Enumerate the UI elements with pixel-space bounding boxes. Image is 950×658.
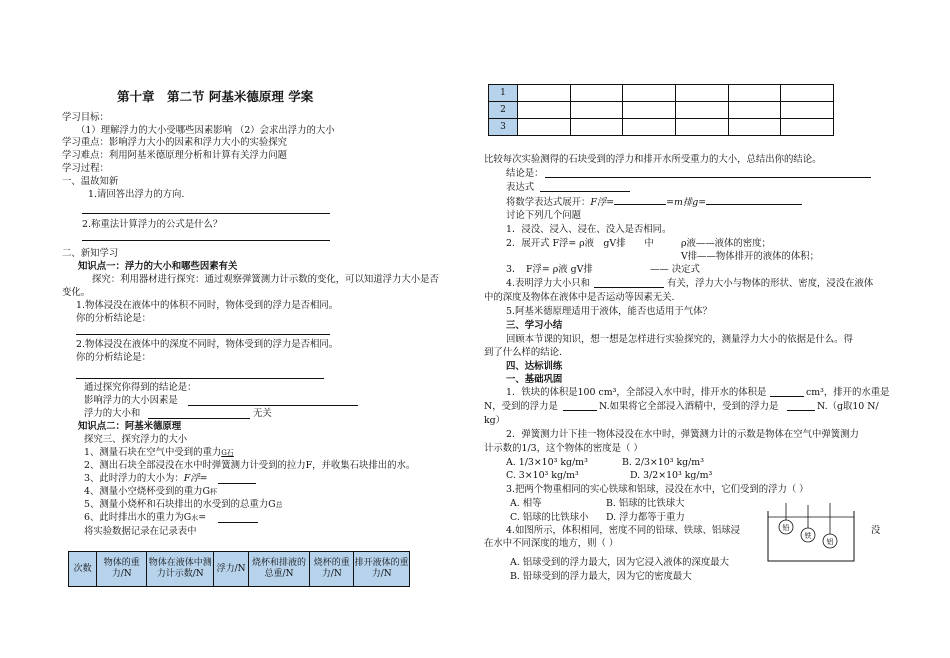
summary-text: 回顾本节课的知识，想一想是怎样进行实验探究的，测量浮力大小的依据是什么。得 <box>506 334 853 345</box>
problem-4-tail: 没 <box>871 525 881 536</box>
table-cell[interactable] <box>570 85 623 102</box>
table-cell[interactable] <box>518 102 571 119</box>
table-cell[interactable] <box>518 85 571 102</box>
blank-line[interactable] <box>563 410 597 411</box>
table-cell[interactable] <box>623 102 676 119</box>
blank-line[interactable] <box>787 410 815 411</box>
answer-line[interactable] <box>76 334 330 335</box>
step-5-text: 5、测量小烧杯和石块排出的水受到的总重力G <box>84 499 276 510</box>
table-cell[interactable] <box>675 85 728 102</box>
kp1-relation-end: 无关 <box>253 408 272 419</box>
table-header-cell: 烧杯和排液的总重/N <box>248 552 309 587</box>
table-cell[interactable] <box>781 119 834 136</box>
problem-1: 1．铁块的体积是100 cm³，全部浸入水中时，排开水的体积是 <box>506 387 767 398</box>
kp1-question-2: 2.物体浸没在液体中的深度不同时，物体受到的浮力是否相同。 <box>76 339 339 350</box>
row-number: 2 <box>489 102 518 119</box>
step-6-eq: = <box>198 512 207 523</box>
blank-line[interactable] <box>594 287 664 288</box>
step-5 <box>84 499 283 511</box>
row-number: 1 <box>489 85 518 102</box>
kp1-relation: 浮力的大小和 <box>84 408 141 419</box>
blank-line[interactable] <box>148 418 250 419</box>
table-header-cell: 物体的重力/N <box>97 552 147 587</box>
discuss-2-v: V排——物体排开的液体的体积； <box>681 251 820 262</box>
answer-line[interactable] <box>82 240 330 241</box>
blank-line[interactable] <box>540 191 630 192</box>
table-cell[interactable] <box>675 119 728 136</box>
step-2: 2、测出石块全部浸没在水中时弹簧测力计受到的拉力F，并收集石块排出的水。 <box>84 460 416 471</box>
expand-f: F浮= <box>590 197 615 208</box>
problem-1-d: N.如果将它全部浸入酒精中，受到的浮力是 <box>599 401 779 412</box>
step-4-symbol: 杯 <box>209 488 217 496</box>
process-label: 学习过程： <box>62 163 109 174</box>
step-4-text: 4、测量小空烧杯受到的重力G <box>84 486 210 497</box>
table-cell[interactable] <box>518 119 571 136</box>
discuss-1: 1．浸没、浸入、浸在、没入是否相同。 <box>506 224 672 235</box>
option-b[interactable]: B. 铅球受到的浮力最大，因为它的密度最大 <box>510 571 692 582</box>
beaker-figure <box>764 503 860 565</box>
table-cell[interactable] <box>728 102 781 119</box>
discuss-3: 3． F浮= ρ液 gV排 <box>506 264 593 275</box>
kp1-conclusion-label: 你的分析结论是： <box>76 313 152 324</box>
kp1-intro-cont: 变化。 <box>62 287 91 298</box>
expression-label: 表达式 <box>506 182 535 193</box>
blank-line[interactable] <box>188 405 358 406</box>
step-6-symbol: 水 <box>191 514 199 522</box>
problem-1-b: cm³，排开的水重是 <box>806 387 890 398</box>
discuss-2: 2．展开式 F浮= ρ液 gV排 中 <box>506 238 654 249</box>
option-a[interactable]: A. 铝球受到的浮力最大，因为它浸入液体的深度最大 <box>510 557 729 568</box>
table-cell[interactable] <box>728 119 781 136</box>
option-b[interactable]: B. 铝球的比铁球大 <box>606 498 685 509</box>
kp1-intro: 探究：利用器材进行探究：通过观察弹簧测力计示数的变化，可以知道浮力大小是否 <box>92 274 439 285</box>
step-6-text: 6、此时排出水的重力为G <box>84 512 192 523</box>
knowledge-point-1-title: 知识点一：浮力的大小和哪些因素有关 <box>78 261 238 272</box>
expand-m: =m排g= <box>666 197 707 208</box>
step-4 <box>84 486 217 498</box>
problem-3: 3.把两个物重相同的实心铁球和铝球，浸没在水中，它们受到的浮力（ ） <box>506 484 809 495</box>
table-header-row <box>69 552 410 587</box>
kp1-summary: 通过探究你得到的结论是： <box>84 382 197 393</box>
record-table <box>68 551 410 587</box>
expand-label: 将数学表达式展开： <box>506 197 591 208</box>
table-cell[interactable] <box>570 102 623 119</box>
review-heading: 一、温故知新 <box>62 176 119 187</box>
blank-line[interactable] <box>545 177 871 178</box>
step-3-symbol: F浮= <box>183 473 208 484</box>
table-header-cell: 次数 <box>69 552 97 587</box>
record-table-continued <box>488 84 834 136</box>
page-title: 第十章 第二节 阿基米德原理 学案 <box>117 89 314 104</box>
table-header-cell: 物体在液体中测力计示数/N <box>147 552 214 587</box>
key-point: 学习重点：影响浮力大小的因素和浮力大小的实验探究 <box>62 137 288 148</box>
aluminum-label: 铝 <box>826 538 834 546</box>
blank-line[interactable] <box>218 483 256 484</box>
step-1 <box>84 447 234 459</box>
goals-label: 学习目标： <box>62 112 109 123</box>
blank-line[interactable] <box>770 396 804 397</box>
step-1-text: 1、测量石块在空气中受到的重力 <box>84 447 222 458</box>
option-d[interactable]: D. 3/2×10³ kg/m³ <box>630 470 713 481</box>
step-5-symbol: 总 <box>275 501 283 509</box>
problem-2: 2．弹簧测力计下挂一物体浸没在水中时，弹簧测力计的示数是物体在空气中弹簧测力 <box>506 429 859 440</box>
problem-1-f: kg） <box>484 415 506 426</box>
blank-line[interactable] <box>706 196 802 205</box>
review-question-1: 1.请回答出浮力的方向. <box>88 189 185 200</box>
goals-text: （1）理解浮力的大小受哪些因素影响 （2）会求出浮力的大小 <box>76 125 335 136</box>
new-heading: 二、新知学习 <box>62 248 119 259</box>
step-3-text: 3、此时浮力的大小为： <box>84 473 184 484</box>
difficulty: 学习难点：利用阿基米德原理分析和计算有关浮力问题 <box>62 150 288 161</box>
table-cell[interactable] <box>728 85 781 102</box>
problem-4: 4.如图所示，体积相同，密度不同的铅球、铁球、铝球浸 <box>506 525 740 536</box>
blank-line[interactable] <box>218 522 258 523</box>
summary-heading: 三、学习小结 <box>506 320 563 331</box>
knowledge-point-2-title: 知识点二：阿基米德原理 <box>78 421 182 432</box>
conclusion-label: 结论是： <box>506 168 544 179</box>
record-note: 将实验数据记录在记录表中 <box>84 526 197 537</box>
step-3 <box>84 473 207 485</box>
answer-line[interactable] <box>76 378 324 379</box>
basic-heading: 一、基础巩固 <box>506 374 563 385</box>
table-row <box>489 119 834 136</box>
discuss-label: 讨论下列几个问题 <box>506 210 582 221</box>
table-header-cell: 浮力/N <box>214 552 248 587</box>
kp1-factors: 影响浮力的大小因素是 <box>84 395 178 406</box>
table-cell[interactable] <box>570 119 623 136</box>
compare-text: 比较每次实验测得的石块受到的浮力和排开水所受重力的大小，总结出你的结论。 <box>484 154 822 165</box>
discuss-4-c: 中的深度及物体在液体中是否运动等因素无关. <box>484 292 675 303</box>
problem-1-c: N，受到的浮力是 <box>484 401 558 412</box>
iron-label: 铁 <box>804 532 812 540</box>
step-6 <box>84 512 206 524</box>
option-a[interactable]: A. 相等 <box>510 498 542 509</box>
table-row <box>489 85 834 102</box>
option-c[interactable]: C. 铝球的比铁球小 <box>510 512 589 523</box>
kp1-conclusion-label: 你的分析结论是： <box>76 352 152 363</box>
option-d[interactable]: D. 浮力都等于重力 <box>606 512 685 523</box>
step-1-symbol: G石 <box>221 449 234 457</box>
table-cell[interactable] <box>623 119 676 136</box>
table-cell[interactable] <box>675 102 728 119</box>
problem-2-b: 计示数的1/3，这个物体的密度是（ ） <box>484 443 643 454</box>
table-row <box>489 102 834 119</box>
discuss-3-end: —— 决定式 <box>650 264 700 275</box>
table-cell[interactable] <box>781 102 834 119</box>
table-header-cell: 烧杯的重力/N <box>310 552 354 587</box>
expand-line <box>506 196 802 209</box>
review-question-2: 2.称重法计算浮力的公式是什么？ <box>82 219 223 230</box>
problem-4-b: 在水中不同深度的地方，则（ ） <box>484 538 619 549</box>
discuss-2-rho: ρ液——液体的密度； <box>681 238 771 249</box>
lead-label: 铅 <box>782 524 790 532</box>
answer-line[interactable] <box>82 213 330 214</box>
discuss-4-b: 有关，浮力大小与物体的形状、密度，浸没在液体 <box>667 278 874 289</box>
practice-heading: 四、达标训练 <box>506 361 563 372</box>
table-cell[interactable] <box>781 85 834 102</box>
option-b[interactable]: B. 2/3×10³ kg/m³ <box>622 457 704 468</box>
problem-1-e: N.（g取10 N/ <box>817 401 879 412</box>
option-c[interactable]: C. 3×10³ kg/m³ <box>506 470 579 481</box>
kp2-intro: 探究三、探究浮力的大小 <box>84 434 188 445</box>
row-number: 3 <box>489 119 518 136</box>
kp1-question-1: 1.物体浸没在液体中的体积不同时，物体受到的浮力是否相同。 <box>76 300 339 311</box>
discuss-4: 4.表明浮力大小只和 <box>506 278 590 289</box>
table-header-cell: 排开液体的重力/N <box>354 552 410 587</box>
discuss-5: 5.阿基米德原理适用于液体，能否也适用于气体？ <box>506 306 712 317</box>
table-cell[interactable] <box>623 85 676 102</box>
blank-line[interactable] <box>614 196 666 205</box>
summary-text-cont: 到了什么样的结论. <box>484 347 562 358</box>
option-a[interactable]: A. 1/3×10³ kg/m³ <box>506 457 588 468</box>
